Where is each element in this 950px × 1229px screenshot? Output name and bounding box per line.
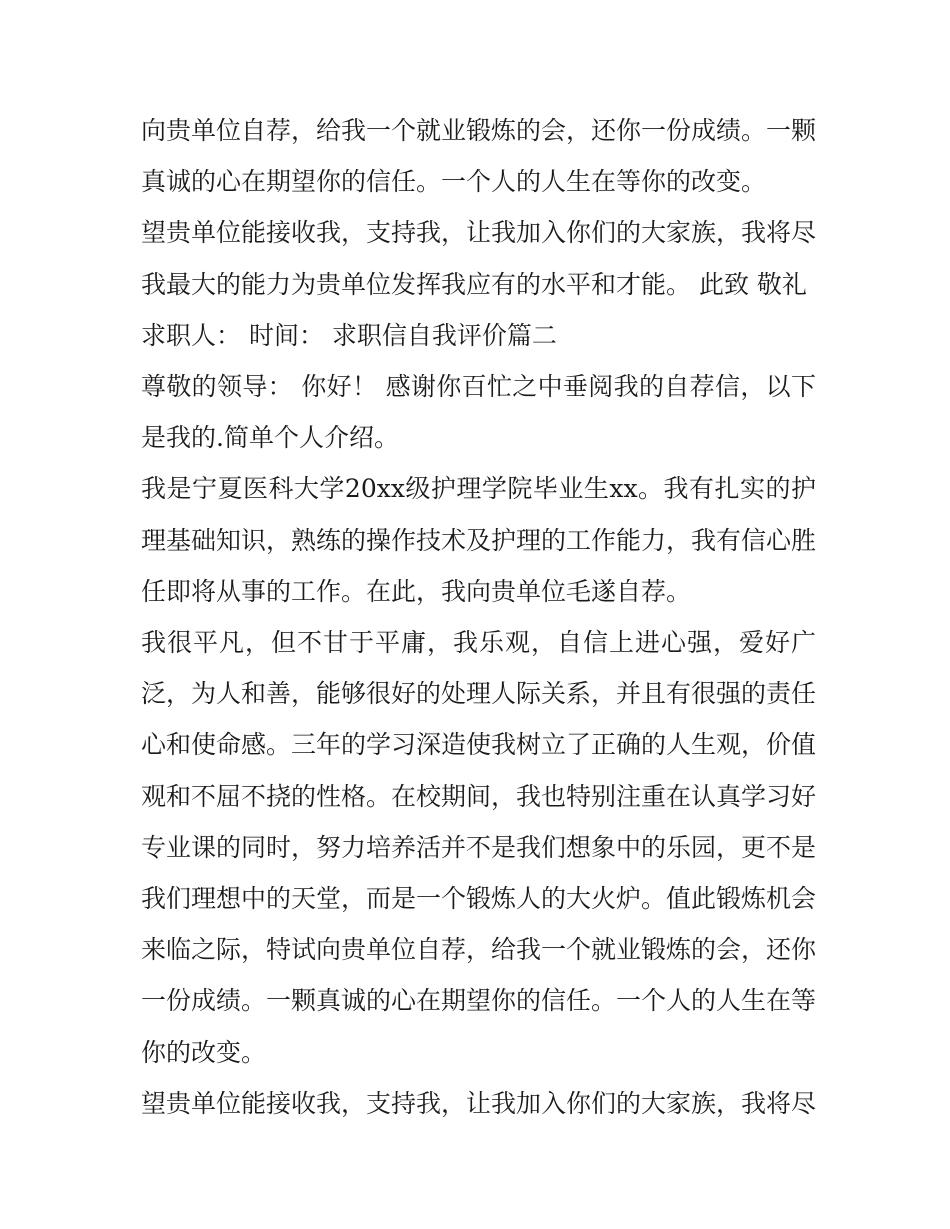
paragraph-personality: 我很平凡，但不甘于平庸，我乐观，自信上进心强，爱好广泛，为人和善，能够很好的处理人际关系，并且有很强的责任心和使命感。三年的学习深造使我树立了正确的人生观，价值观和不屈不挠的性格。在校期间，我也特别注重在认真学习好专业课的同时，努力培养活并不是我们想象中的乐园，更不是我们理想中的天堂，而是一个锻炼人的大火炉。值此锻炼机会来临之际，特试向贵单位自荐，给我一个就业锻炼的会，还你一份成绩。一颗真诚的心在期望你的信任。一个人的人生在等你的改变。 xyxy=(141,628,817,1067)
paragraph-signature-heading: 求职人： 时间： 求职信自我评价篇二 xyxy=(141,320,557,350)
document-body xyxy=(141,105,816,1129)
paragraph-hope-accept: 望贵单位能接收我，支持我，让我加入你们的大家族，我将尽我最大的能力为贵单位发挥我应有的水平和才能。 此致 敬礼 xyxy=(141,218,817,299)
paragraph-self-recommend: 向贵单位自荐，给我一个就业锻炼的会，还你一份成绩。一颗真诚的心在期望你的信任。一个人的人生在等你的改变。 xyxy=(141,116,817,197)
paragraph-greeting: 尊敬的领导： 你好！ 感谢你百忙之中垂阅我的自荐信，以下是我的.简单个人介绍。 xyxy=(141,372,816,453)
paragraph-introduction: 我是宁夏医科大学20xx级护理学院毕业生xx。我有扎实的护理基础知识，熟练的操作技术及护理的工作能力，我有信心胜任即将从事的工作。在此，我向贵单位毛遂自荐。 xyxy=(141,474,817,606)
paragraph-closing: 望贵单位能接收我，支持我，让我加入你们的大家族，我将尽 xyxy=(141,1088,817,1118)
